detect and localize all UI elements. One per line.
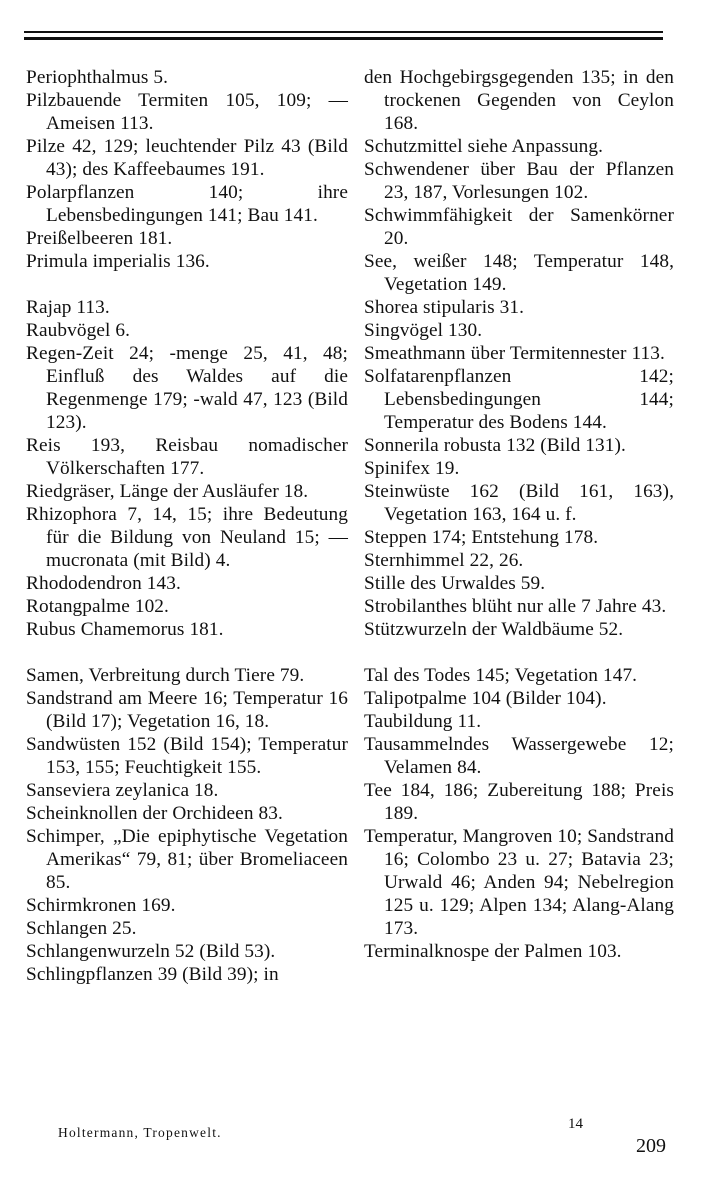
index-entry: Singvögel 130. bbox=[364, 320, 483, 341]
index-entry: Strobilanthes blüht nur alle 7 Jahre 43. bbox=[364, 596, 667, 617]
index-entry: Schlangen 25. bbox=[26, 918, 137, 939]
index-entry: Tal des Todes 145; Vegetation 147. bbox=[364, 665, 638, 686]
index-entry: Sanseviera zeylanica 18. bbox=[26, 780, 219, 801]
index-entry: Scheinknollen der Orchideen 83. bbox=[26, 803, 283, 824]
index-entry: Solfatarenpflanzen 142; Lebensbedingungen 144; Temperatur des Bodens 144. bbox=[364, 366, 674, 433]
footer-signature: Holtermann, Tropenwelt. bbox=[58, 1125, 222, 1140]
index-entry: Temperatur, Mangroven 10; Sandstrand 16; Colombo 23 u. 27; Batavia 23; Urwald 46; Anden 94; Nebelregion 125 u. 129; Alpen 134; Alang-Alang 173. bbox=[364, 826, 674, 939]
index-entry: Taubildung 11. bbox=[364, 711, 482, 732]
index-entry: Rajap 113. bbox=[26, 297, 110, 318]
index-entry: Periophthalmus 5. bbox=[26, 67, 169, 88]
index-entry: Polarpflanzen 140; ihre Lebensbedingungen 141; Bau 141. bbox=[26, 182, 348, 226]
index-entry: Talipotpalme 104 (Bilder 104). bbox=[364, 688, 607, 709]
index-entry: Schirmkronen 169. bbox=[26, 895, 176, 916]
section-gap bbox=[26, 273, 348, 296]
index-entry: Sandwüsten 152 (Bild 154); Temperatur 153, 155; Feuchtigkeit 155. bbox=[26, 734, 348, 778]
index-entry: Rotangpalme 102. bbox=[26, 596, 169, 617]
index-entry: Rhizophora 7, 14, 15; ihre Bedeutung für die Bildung von Neuland 15; — mucronata (mit Bild) 4. bbox=[26, 504, 348, 571]
index-entry: Tee 184, 186; Zubereitung 188; Preis 189. bbox=[364, 780, 674, 824]
index-entry: Schlingpflanzen 39 (Bild 39); in bbox=[26, 964, 279, 985]
index-entry: Sternhimmel 22, 26. bbox=[364, 550, 524, 571]
index-entry: Schwimmfähigkeit der Samenkörner 20. bbox=[364, 205, 674, 249]
index-entry: Sonnerila robusta 132 (Bild 131). bbox=[364, 435, 626, 456]
index-entry: Tausammelndes Wassergewebe 12; Velamen 84. bbox=[364, 734, 674, 778]
index-column-left bbox=[26, 66, 348, 986]
header-rule-thick bbox=[24, 37, 663, 40]
index-entry: Schimper, „Die epiphytische Vegetation Amerikas“ 79, 81; über Bromeliaceen 85. bbox=[26, 826, 348, 893]
index-entry: Steinwüste 162 (Bild 161, 163), Vegetation 163, 164 u. f. bbox=[364, 481, 674, 525]
index-entry: Smeathmann über Termitennester 113. bbox=[364, 343, 665, 364]
index-entry: Terminalknospe der Palmen 103. bbox=[364, 941, 622, 962]
index-entry: Rubus Chamemorus 181. bbox=[26, 619, 224, 640]
index-entry: Preißelbeeren 181. bbox=[26, 228, 173, 249]
index-entry: See, weißer 148; Temperatur 148, Vegetation 149. bbox=[364, 251, 674, 295]
index-entry: Pilze 42, 129; leuchtender Pilz 43 (Bild 43); des Kaffeebaumes 191. bbox=[26, 136, 348, 180]
index-entry: Primula imperialis 136. bbox=[26, 251, 210, 272]
section-gap bbox=[364, 641, 674, 664]
index-entry: Pilzbauende Termiten 105, 109; — Ameisen 113. bbox=[26, 90, 348, 134]
index-entry: Reis 193, Reisbau nomadischer Völkerschaften 177. bbox=[26, 435, 348, 479]
header-rule-thin bbox=[24, 31, 663, 33]
index-entry: Spinifex 19. bbox=[364, 458, 460, 479]
index-entry: Schutzmittel siehe Anpassung. bbox=[364, 136, 604, 157]
sheet-number: 14 bbox=[568, 1116, 583, 1132]
index-column-right bbox=[364, 66, 674, 963]
index-entry: Rhododendron 143. bbox=[26, 573, 181, 594]
index-entry: Steppen 174; Entstehung 178. bbox=[364, 527, 599, 548]
index-entry: den Hochgebirgsgegenden 135; in den trockenen Gegenden von Ceylon 168. bbox=[364, 67, 674, 134]
index-entry: Shorea stipularis 31. bbox=[364, 297, 525, 318]
index-entry: Riedgräser, Länge der Ausläufer 18. bbox=[26, 481, 309, 502]
section-gap bbox=[26, 641, 348, 664]
page-number: 209 bbox=[636, 1135, 666, 1157]
index-entry: Schwendener über Bau der Pflanzen 23, 187, Vorlesungen 102. bbox=[364, 159, 674, 203]
index-entry: Stille des Urwaldes 59. bbox=[364, 573, 546, 594]
index-entry: Stützwurzeln der Waldbäume 52. bbox=[364, 619, 624, 640]
index-entry: Raubvögel 6. bbox=[26, 320, 131, 341]
index-entry: Schlangenwurzeln 52 (Bild 53). bbox=[26, 941, 276, 962]
index-entry: Regen-Zeit 24; -menge 25, 41, 48; Einfluß des Waldes auf die Regenmenge 179; -wald 47, 123 (Bild 123). bbox=[26, 343, 348, 433]
index-entry: Samen, Verbreitung durch Tiere 79. bbox=[26, 665, 305, 686]
index-entry: Sandstrand am Meere 16; Temperatur 16 (Bild 17); Vegetation 16, 18. bbox=[26, 688, 348, 732]
